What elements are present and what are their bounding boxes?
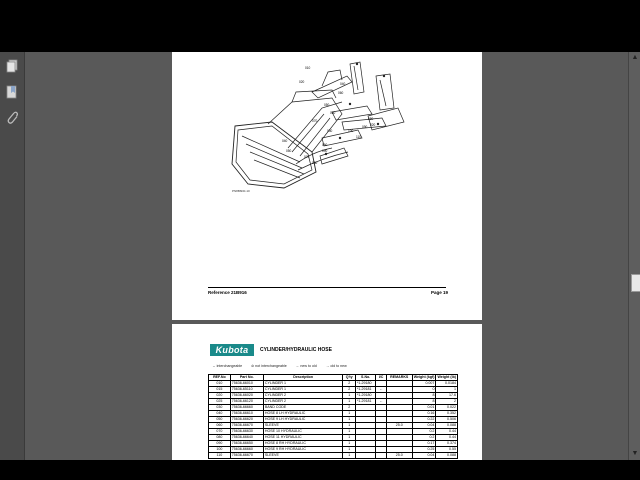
table-cell: CYLINDER 1: [263, 387, 343, 393]
callout-label: 070: [304, 155, 310, 159]
reference-label: Reference 21B916: [208, 290, 247, 295]
table-cell: CYLINDER 2: [263, 393, 343, 399]
table-cell: 0.04: [412, 453, 436, 459]
table-cell: CYLINDER 2: [263, 399, 343, 405]
table-cell: HOSE 11 HYDRAULIC: [263, 435, 343, 441]
callout-label: 060: [322, 143, 328, 147]
exploded-diagram: [172, 52, 482, 282]
legend-item: ← new to old: [295, 364, 317, 368]
callout-label: 060: [330, 111, 336, 115]
table-cell: 015: [209, 387, 231, 393]
table-cell: 1: [436, 387, 458, 393]
vertical-scrollbar[interactable]: [628, 52, 640, 460]
table-cell: 75636-66630: [230, 429, 263, 435]
section-title: CYLINDER/HYDRAULIC HOSE: [260, 347, 332, 353]
table-cell: 1: [343, 423, 355, 429]
table-cell: 25.0: [386, 453, 412, 459]
table-cell: 0.44: [436, 429, 458, 435]
table-cell: 0.17: [412, 441, 436, 447]
callout-label: 010: [305, 66, 311, 70]
table-cell: *1-29181: [355, 387, 375, 393]
table-cell: 2: [343, 381, 355, 387]
callout-label: 040: [282, 139, 288, 143]
table-cell: 8: [412, 393, 436, 399]
table-cell: HOSE 9 LH HYDRAULIC: [263, 417, 343, 423]
figure-code: PN8B6D0-10: [232, 189, 250, 193]
callout-label: 020: [299, 80, 305, 84]
table-cell: CYLINDER 1: [263, 381, 343, 387]
table-cell: 2: [436, 399, 458, 405]
table-cell: 0.2: [412, 429, 436, 435]
table-cell: 0.022: [436, 405, 458, 411]
column-header: S.No.: [355, 375, 375, 381]
document-page-1: [172, 52, 482, 320]
table-cell: 75636-66670: [230, 453, 263, 459]
legend-item: ⊘ not interchangeable: [251, 364, 287, 368]
parts-table-body: [209, 381, 458, 459]
table-cell: 070: [209, 429, 231, 435]
top-letterbox: [0, 0, 640, 52]
table-cell: 0.04: [412, 423, 436, 429]
table-cell: 090: [209, 441, 231, 447]
table-cell: *1-29181: [355, 399, 375, 405]
callout-label: 040: [340, 82, 346, 86]
table-cell: 1: [343, 453, 355, 459]
table-cell: 0.2: [412, 435, 436, 441]
table-cell: 0.16: [412, 411, 436, 417]
table-cell: ←: [376, 387, 386, 393]
table-cell: 1: [343, 411, 355, 417]
table-cell: 0.506: [436, 417, 458, 423]
table-cell: 1: [343, 447, 355, 453]
scrollbar-thumb[interactable]: [631, 274, 640, 292]
scroll-up-arrow-icon[interactable]: ▲: [631, 54, 639, 61]
page-number: Page 19: [430, 290, 448, 295]
table-cell: 0.0184: [436, 381, 458, 387]
table-cell: 1: [343, 399, 355, 405]
table-cell: 0.44: [436, 435, 458, 441]
table-cell: 0.55: [436, 447, 458, 453]
bottom-letterbox: [0, 460, 640, 480]
table-cell: 110: [209, 453, 231, 459]
table-cell: 75636-66120: [230, 399, 263, 405]
table-cell: 1: [343, 441, 355, 447]
column-header: Weight (lb): [437, 375, 456, 379]
legend-item: ↔ interchangeable: [212, 364, 243, 368]
table-cell: [355, 453, 375, 459]
table-cell: HOSE 10 HYDRAULIC: [263, 429, 343, 435]
table-cell: 025: [209, 399, 231, 405]
callout-label: 050: [286, 149, 292, 153]
table-cell: 020: [209, 393, 231, 399]
table-cell: 100: [209, 447, 231, 453]
attachment-icon[interactable]: [4, 110, 20, 126]
callout-label: 110: [356, 135, 362, 139]
table-cell: 8: [412, 399, 436, 405]
table-cell: 25.0: [386, 423, 412, 429]
callout-label: 080: [312, 161, 318, 165]
table-cell: 75636-66010: [230, 381, 263, 387]
parts-table: [208, 374, 458, 459]
table-cell: 1: [343, 393, 355, 399]
table-cell: 010: [209, 381, 231, 387]
table-cell: HOSE 8 LH HYDRAULIC: [263, 411, 343, 417]
table-cell: 0.088: [436, 423, 458, 429]
document-viewport[interactable]: [25, 52, 628, 460]
table-cell: *1-29180: [355, 381, 375, 387]
table-cell: 1: [343, 435, 355, 441]
callout-label: 020: [370, 123, 376, 127]
table-cell: SLEEVE: [263, 423, 343, 429]
navigation-sidebar: [0, 52, 25, 460]
column-header: I/C: [376, 375, 386, 381]
column-header: Q'ty: [343, 375, 355, 381]
table-cell: 75636-66650: [230, 441, 263, 447]
table-cell: 0.088: [436, 453, 458, 459]
table-row: [209, 453, 458, 459]
table-cell: 75636-66020: [230, 393, 263, 399]
table-cell: 0.374: [436, 441, 458, 447]
callout-label: 030: [327, 129, 333, 133]
column-header: REMARKS: [386, 375, 412, 381]
table-cell: 75636-66610: [230, 411, 263, 417]
table-cell: 0.007: [412, 381, 436, 387]
callout-label: 060: [338, 91, 344, 95]
table-cell: 030: [209, 405, 231, 411]
bookmark-icon[interactable]: [4, 84, 20, 100]
table-cell: 0.352: [436, 411, 458, 417]
callout-label: 080: [368, 117, 374, 121]
table-cell: 75636-65110: [230, 387, 263, 393]
column-header: Weight (kgf): [413, 375, 435, 379]
table-cell: 75636-66660: [230, 405, 263, 411]
table-cell: 040: [209, 411, 231, 417]
table-cell: 0.25: [412, 447, 436, 453]
table-cell: SLEEVE: [263, 453, 343, 459]
table-cell: 0.22: [412, 417, 436, 423]
table-cell: 050: [209, 417, 231, 423]
callout-label: 100: [348, 129, 354, 133]
table-cell: ←: [376, 399, 386, 405]
table-cell: 080: [209, 435, 231, 441]
callout-label: 090: [322, 149, 328, 153]
kubota-logo: Kubota: [210, 344, 254, 356]
pages-icon[interactable]: [4, 58, 20, 74]
callout-label: 090: [362, 125, 368, 129]
table-cell: HOSE 9 RH HYDRAULIC: [263, 447, 343, 453]
callout-label: 070: [312, 119, 318, 123]
document-page-2: [172, 324, 482, 460]
table-cell: 0: [412, 387, 436, 393]
table-cell: 75636-66640: [230, 435, 263, 441]
table-cell: BAND CODE: [263, 405, 343, 411]
table-cell: [376, 453, 386, 459]
footer-divider: [208, 287, 446, 288]
table-cell: 1: [343, 429, 355, 435]
column-header: REF.No: [209, 375, 231, 381]
table-cell: 2: [343, 387, 355, 393]
table-cell: HOSE 8 RH HYDRAULIC: [263, 441, 343, 447]
table-cell: 75636-66620: [230, 417, 263, 423]
column-header: Part No.: [230, 375, 263, 381]
scroll-down-arrow-icon[interactable]: ▼: [631, 450, 639, 457]
column-header: Description: [263, 375, 343, 381]
table-cell: 2: [343, 405, 355, 411]
table-cell: 75636-66660: [230, 447, 263, 453]
table-cell: 75636-66670: [230, 423, 263, 429]
table-cell: 0.01: [412, 405, 436, 411]
legend: [212, 364, 355, 368]
table-cell: *1-29180: [355, 393, 375, 399]
callout-label: 050: [324, 103, 330, 107]
table-cell: 060: [209, 423, 231, 429]
legend-item: → old to new: [325, 364, 347, 368]
table-cell: 17.6: [436, 393, 458, 399]
table-cell: 1: [343, 417, 355, 423]
